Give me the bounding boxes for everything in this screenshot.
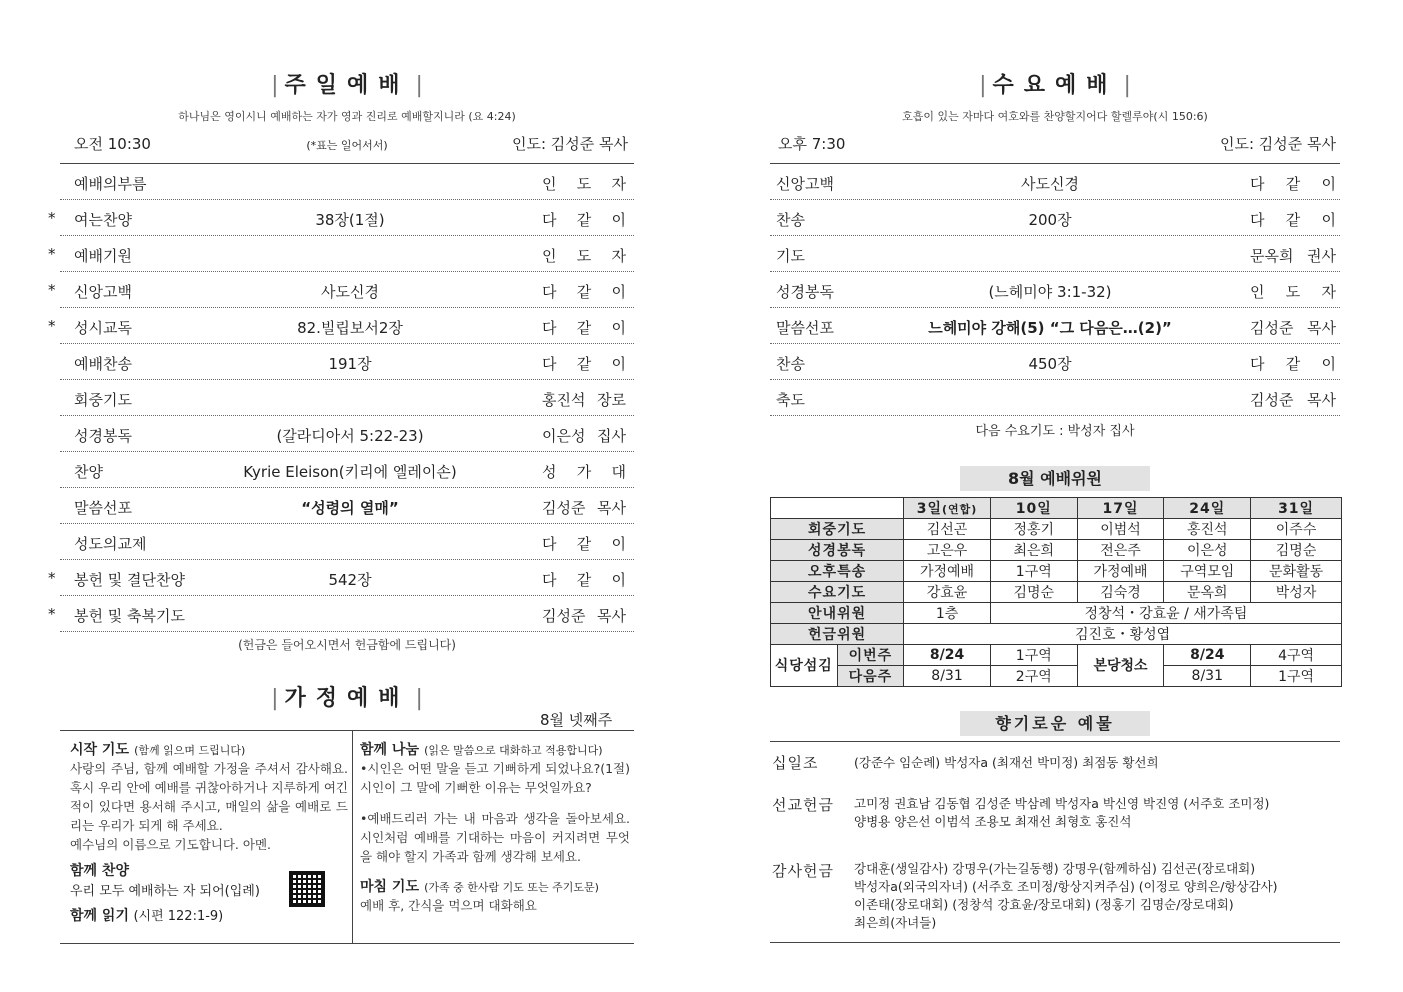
offerings-box [770, 741, 1340, 943]
order-item-leader: 이은성 집사 [542, 427, 626, 445]
duty-date-row [771, 498, 1342, 519]
family-week: 8월 넷째주 [540, 711, 613, 729]
order-item-leader: 김성준 목사 [1250, 391, 1336, 409]
duty-cell: 가정예배 [904, 561, 991, 582]
main-next-group: 1구역 [1251, 666, 1342, 687]
date-17: 17일 [1077, 498, 1164, 519]
order-row [48, 308, 634, 344]
thanks-list-1: 강대훈(생일감사) 강명우(가는길동행) 강명우(함께하심) 김선곤(장로대회) [854, 861, 1256, 876]
meal-next-group: 2구역 [990, 666, 1077, 687]
standing-mark: * [48, 245, 56, 263]
duty-row [771, 582, 1342, 603]
hymn-body: 우리 모두 예배하는 자 되어(입례) [70, 884, 260, 899]
duty-cell: 박성자 [1251, 582, 1342, 603]
order-item-name: 말씀선포 [74, 499, 132, 517]
order-item-name: 회중기도 [74, 391, 132, 409]
order-item-content: (느헤미야 3:1-32) [988, 283, 1112, 301]
wednesday-verse: 호흡이 있는 자마다 여호와를 찬양할지어다 할렐루야(시 150:6) [902, 110, 1208, 123]
main-this-date: 8/24 [1164, 645, 1251, 666]
duty-cell: 홍진석 [1164, 519, 1251, 540]
wednesday-order-list [770, 163, 1340, 416]
date-3: 3일 [916, 501, 942, 517]
duty-cell: 가정예배 [1077, 561, 1164, 582]
order-item-name: 신앙고백 [776, 175, 834, 193]
duty-cell: 문옥희 [1164, 582, 1251, 603]
qr-code-icon[interactable] [289, 871, 325, 907]
order-row [60, 344, 634, 380]
duty-cell: 강효윤 [904, 582, 991, 603]
order-item-name: 찬송 [776, 211, 805, 229]
order-item-name: 축도 [776, 391, 805, 409]
wednesday-time: 오후 7:30 [778, 135, 846, 153]
order-item-name: 성시교독 [74, 319, 132, 337]
thanks-list-4: 최은희(자녀들) [854, 915, 937, 930]
standing-mark: * [48, 281, 56, 299]
start-prayer-end: 예수님의 이름으로 기도합니다. 아멘. [70, 837, 271, 852]
wednesday-title: | 수요예배 | [979, 73, 1131, 98]
duty-cell: 문화활동 [1251, 561, 1342, 582]
order-item-content: 38장(1절) [315, 211, 385, 229]
sunday-verse: 하나님은 영이시니 예배하는 자가 영과 진리로 예배할지니라 (요 4:24) [178, 110, 516, 123]
guide-row [771, 603, 1342, 624]
order-item-leader: 다 같 이 [542, 355, 626, 373]
share-question-2: •예배드리러 가는 내 마음과 생각을 돌아보세요. 시인처럼 예배를 기대하는 마음이 커지려면 무엇을 해야 할지 가족과 함께 생각해 보세요. [360, 811, 630, 864]
order-item-leader: 문옥희 권사 [1250, 247, 1336, 265]
tithe-list: (강준수 임순례) 박성자a (최재선 박미정) 최점동 황선희 [854, 755, 1159, 770]
duty-row [771, 540, 1342, 561]
order-row [48, 200, 634, 236]
close-prayer-body: 예배 후, 간식을 먹으며 대화해요 [360, 898, 537, 913]
close-prayer-sub: (가족 중 한사람 기도 또는 주기도문) [424, 881, 599, 894]
order-item-leader: 다 같 이 [542, 211, 626, 229]
sunday-time: 오전 10:30 [74, 135, 151, 153]
standing-mark: * [48, 209, 56, 227]
offerings-title: 향기로운 예물 [960, 711, 1150, 736]
meal-this-date: 8/24 [904, 645, 991, 666]
offering-note: (헌금은 들어오시면서 헌금함에 드립니다) [238, 638, 456, 652]
duty-row-label: 회중기도 [771, 519, 904, 540]
order-item-leader: 인 도 자 [542, 175, 626, 193]
start-prayer-body: 사랑의 주님, 함께 예배할 가정을 주셔서 감사해요. 혹시 우리 안에 예배를 귀찮아하거나 지루하게 여긴 적이 있다면 용서해 주시고, 매일의 삶을 예배로 드리는 우리가 되게 해 주세요. [70, 761, 348, 833]
order-item-name: 예배기원 [74, 247, 132, 265]
share-question-1: •시인은 어떤 말을 듣고 기뻐하게 되었나요?(1절) 시인이 그 말에 기뻐한 이유는 무엇일까요? [360, 761, 630, 795]
order-item-leader: 김성준 목사 [542, 499, 626, 517]
order-item-name: 성도의교제 [74, 535, 147, 553]
order-item-content: Kyrie Eleison(키리에 엘레이손) [243, 463, 457, 481]
duty-cell: 이범석 [1077, 519, 1164, 540]
duty-cell: 정홍기 [990, 519, 1077, 540]
sunday-title: | 주일예배 | [271, 73, 423, 98]
next-week-label: 다음주 [837, 666, 904, 687]
order-row [48, 236, 634, 272]
order-item-content: 542장 [328, 571, 372, 589]
order-row [770, 200, 1340, 236]
order-item-name: 봉헌 및 축복기도 [74, 607, 185, 625]
main-this-group: 4구역 [1251, 645, 1342, 666]
order-item-content: 200장 [1028, 211, 1072, 229]
standing-mark: * [48, 317, 56, 335]
order-item-leader: 다 같 이 [542, 319, 626, 337]
order-item-name: 봉헌 및 결단찬양 [74, 571, 185, 589]
order-row [60, 524, 634, 560]
order-row [48, 272, 634, 308]
start-prayer-title: 시작 기도 [70, 742, 129, 758]
order-item-leader: 성 가 대 [542, 463, 626, 481]
offering-value: 김진호・황성엽 [904, 624, 1342, 645]
order-item-leader: 다 같 이 [542, 283, 626, 301]
order-item-name: 여는찬양 [74, 211, 132, 229]
duty-row [771, 519, 1342, 540]
duty-cell: 이은성 [1164, 540, 1251, 561]
guide-floor1: 1층 [904, 603, 991, 624]
order-item-leader: 홍진석 장로 [542, 391, 626, 409]
duty-cell: 김숙경 [1077, 582, 1164, 603]
order-item-content: 191장 [328, 355, 372, 373]
order-item-leader: 다 같 이 [1250, 355, 1336, 373]
duty-table [770, 497, 1342, 687]
order-item-name: 성경봉독 [776, 283, 834, 301]
order-row [60, 164, 634, 200]
duty-title: 8월 예배위원 [960, 466, 1150, 491]
wednesday-leader: 인도: 김성준 목사 [1219, 135, 1336, 153]
share-sub: (읽은 말씀으로 대화하고 적용합니다) [424, 744, 603, 757]
order-item-leader: 김성준 목사 [542, 607, 626, 625]
duty-row [771, 561, 1342, 582]
main-clean-label: 본당청소 [1077, 645, 1164, 687]
duty-cell: 1구역 [990, 561, 1077, 582]
duty-cell: 김명순 [1251, 540, 1342, 561]
this-week-label: 이번주 [837, 645, 904, 666]
order-row [60, 452, 634, 488]
order-item-leader: 다 같 이 [542, 535, 626, 553]
hymn-title: 함께 찬양 [70, 863, 129, 879]
order-item-content: (갈라디아서 5:22-23) [276, 427, 424, 445]
meal-row-next [771, 666, 1342, 687]
sunday-leader: 인도: 김성준 목사 [511, 135, 628, 153]
offering-label: 헌금위원 [771, 624, 904, 645]
order-row [60, 416, 634, 452]
order-row [770, 308, 1340, 344]
duty-row-label: 성경봉독 [771, 540, 904, 561]
order-row [60, 380, 634, 416]
order-item-name: 신앙고백 [74, 283, 132, 301]
date-10: 10일 [990, 498, 1077, 519]
order-row [770, 344, 1340, 380]
duty-cell: 김명순 [990, 582, 1077, 603]
order-item-leader: 다 같 이 [542, 571, 626, 589]
order-item-leader: 인 도 자 [542, 247, 626, 265]
standing-note: (*표는 일어서서) [306, 139, 388, 152]
order-item-leader: 다 같 이 [1250, 211, 1336, 229]
order-row [770, 236, 1340, 272]
meal-row-this [771, 645, 1342, 666]
mission-label: 선교헌금 [772, 796, 834, 814]
order-item-name: 성경봉독 [74, 427, 132, 445]
order-row [60, 488, 634, 524]
mission-list-1: 고미정 권효남 김동협 김성준 박삼례 박성자a 박신영 박진영 (서주호 조미정) [854, 796, 1270, 811]
meal-next-date: 8/31 [904, 666, 991, 687]
read-body: (시편 122:1-9) [133, 909, 224, 924]
order-row [770, 380, 1340, 416]
order-item-content: “성령의 열매” [301, 499, 399, 517]
thanks-list-3: 이존태(장로대회) (정창석 강효윤/장로대회) (정홍기 김명순/장로대회) [854, 897, 1234, 912]
duty-cell: 최은희 [990, 540, 1077, 561]
main-next-date: 8/31 [1164, 666, 1251, 687]
duty-cell: 구역모임 [1164, 561, 1251, 582]
order-item-content: 사도신경 [1021, 175, 1079, 193]
order-item-name: 예배의부름 [74, 175, 147, 193]
duty-cell: 고은우 [904, 540, 991, 561]
order-item-content: 느헤미야 강해(5) “그 다음은…(2)” [928, 319, 1172, 337]
order-item-content: 450장 [1028, 355, 1072, 373]
tithe-label: 십일조 [772, 754, 819, 772]
date-24: 24일 [1164, 498, 1251, 519]
duty-cell: 김선곤 [904, 519, 991, 540]
family-title: | 가정예배 | [271, 686, 423, 711]
order-item-name: 말씀선포 [776, 319, 834, 337]
order-item-name: 기도 [776, 247, 805, 265]
date-note: (연합) [942, 503, 978, 516]
standing-mark: * [48, 605, 56, 623]
order-item-leader: 인 도 자 [1250, 283, 1336, 301]
start-prayer-sub: (함께 읽으며 드립니다) [134, 744, 246, 757]
thanks-list-2: 박성자a(외국의자녀) (서주호 조미정/항상지켜주심) (이정로 양희은/항상감사) [854, 879, 1278, 894]
order-row [48, 596, 634, 632]
order-item-content: 사도신경 [321, 283, 379, 301]
duty-cell: 전은주 [1077, 540, 1164, 561]
mission-list-2: 양병용 양은선 이범석 조용모 최재선 최형호 홍진석 [854, 814, 1132, 829]
standing-mark: * [48, 569, 56, 587]
order-row [770, 272, 1340, 308]
order-row [770, 164, 1340, 200]
family-worship-box [60, 730, 634, 944]
order-item-leader: 다 같 이 [1250, 175, 1336, 193]
order-item-name: 찬양 [74, 463, 103, 481]
close-prayer-title: 마침 기도 [360, 879, 419, 895]
order-item-name: 예배찬송 [74, 355, 132, 373]
date-31: 31일 [1251, 498, 1342, 519]
next-wednesday-prayer: 다음 수요기도 : 박성자 집사 [975, 424, 1135, 439]
duty-row-label: 수요기도 [771, 582, 904, 603]
meal-this-group: 1구역 [990, 645, 1077, 666]
offering-row [771, 624, 1342, 645]
share-title: 함께 나눔 [360, 742, 419, 758]
guide-label: 안내위원 [771, 603, 904, 624]
duty-row-label: 오후특송 [771, 561, 904, 582]
order-item-name: 찬송 [776, 355, 805, 373]
guide-rest: 정창석・강효윤 / 새가족팀 [990, 603, 1341, 624]
duty-cell: 이주수 [1251, 519, 1342, 540]
thanks-label: 감사헌금 [772, 862, 834, 880]
order-item-leader: 김성준 목사 [1250, 319, 1336, 337]
order-item-content: 82.빌립보서2장 [297, 319, 403, 337]
order-row [48, 560, 634, 596]
sunday-order-list [48, 163, 634, 632]
family-divider [352, 731, 353, 943]
meal-label: 식당섬김 [771, 645, 838, 687]
read-title: 함께 읽기 [70, 908, 129, 924]
